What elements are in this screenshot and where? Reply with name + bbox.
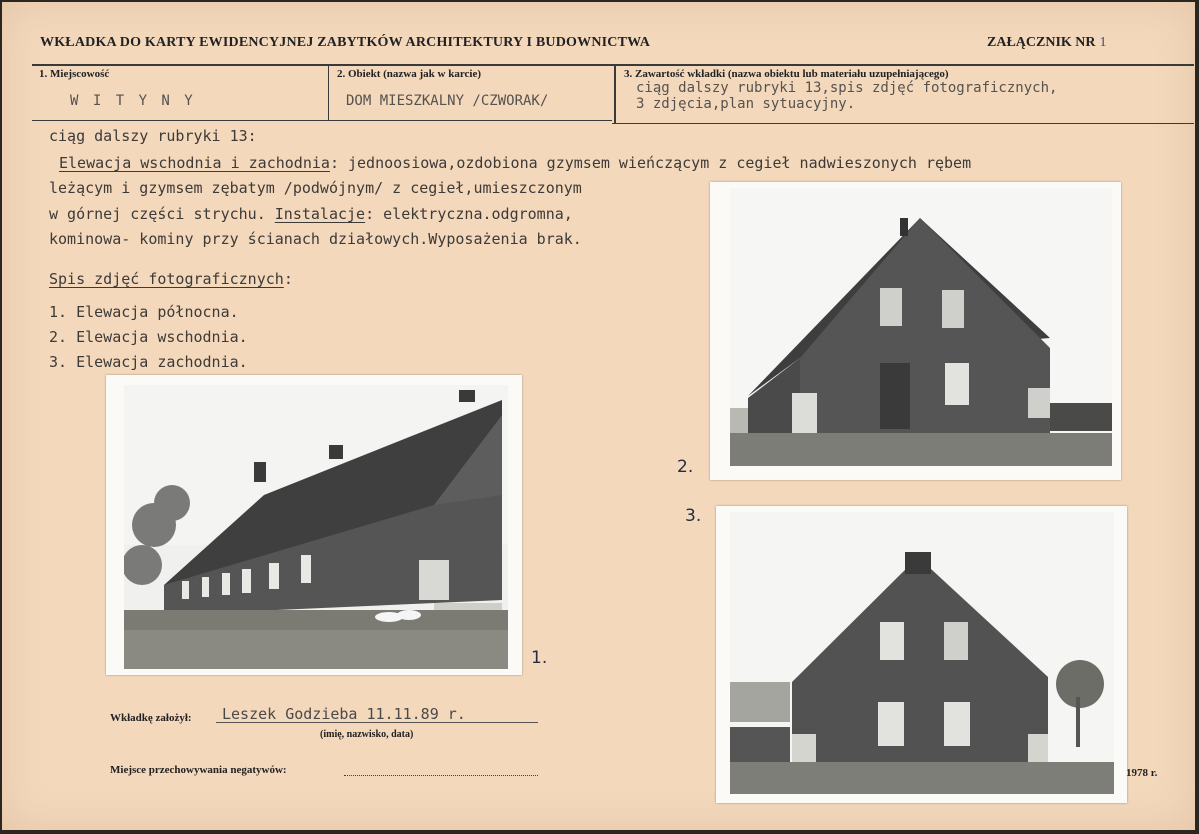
photo-3-west-elevation	[716, 506, 1127, 803]
photos-heading	[49, 270, 293, 288]
top-rule	[32, 64, 1194, 66]
divider-1	[328, 65, 329, 120]
record-card	[2, 2, 1195, 830]
negatives-label: Miejsce przechowywania negatywów:	[110, 764, 287, 776]
field-rule	[32, 120, 612, 121]
content-line-2: 3 zdjęcia,plan sytuacyjny.	[636, 96, 856, 112]
founder-value: Leszek Godzieba 11.11.89 r.	[222, 705, 466, 723]
place-label: 1. Miejscowość	[39, 68, 110, 80]
content-label: 3. Zawartość wkładki (nazwa obiektu lub materiału uzupełniającego)	[624, 68, 949, 80]
annex-label-text: ZAŁĄCZNIK NR	[987, 35, 1096, 50]
photo-number-2: 2.	[677, 457, 694, 477]
body-line-2	[59, 154, 971, 172]
photo-number-3: 3.	[685, 506, 702, 526]
annex-number: 1	[1099, 35, 1107, 50]
installations-text: : elektryczna.odgromna,	[365, 205, 573, 223]
object-label: 2. Obiekt (nazwa jak w karcie)	[337, 68, 482, 80]
elevation-text: : jednoosiowa,ozdobiona gzymsem wieńczącym z cegieł nadwieszonych rębem	[329, 154, 972, 172]
photo-2-image	[730, 188, 1112, 466]
place-value: W I T Y N Y	[70, 93, 196, 109]
year-label: 1978 r.	[1126, 767, 1158, 779]
divider-2	[614, 65, 616, 123]
field-rule-right	[612, 123, 1194, 124]
body-line-4-start: w górnej części strychu.	[49, 205, 275, 223]
photo-list-item: 2. Elewacja wschodnia.	[49, 328, 248, 346]
photo-3-image	[730, 512, 1114, 794]
installations-heading: Instalacje	[274, 205, 366, 223]
body-line-1: ciąg dalszy rubryki 13:	[49, 127, 257, 145]
photos-heading-text: Spis zdjęć fotograficznych	[49, 270, 284, 288]
founder-label: Wkładkę założył:	[110, 712, 192, 724]
photo-2-east-elevation	[710, 182, 1121, 480]
negatives-line	[344, 775, 538, 776]
photo-number-1: 1.	[531, 648, 548, 668]
elevation-heading: Elewacja wschodnia i zachodnia	[59, 154, 330, 172]
card-title: WKŁADKA DO KARTY EWIDENCYJNEJ ZABYTKÓW ARCHITEKTURY I BUDOWNICTWA	[40, 35, 651, 50]
object-value: DOM MIESZKALNY /CZWORAK/	[346, 93, 549, 109]
photo-1-image	[124, 385, 508, 669]
content-line-1: ciąg dalszy rubryki 13,spis zdjęć fotograficznych,	[636, 80, 1058, 96]
body-line-5: kominowa- kominy przy ścianach działowych.Wyposażenia brak.	[49, 230, 582, 248]
body-line-3: leżącym i gzymsem zębatym /podwójnym/ z cegieł,umieszczonym	[49, 179, 582, 197]
photo-list-item: 3. Elewacja zachodnia.	[49, 353, 248, 371]
body-line-4	[49, 205, 573, 223]
photo-list-item: 1. Elewacja północna.	[49, 303, 239, 321]
founder-underline	[216, 722, 538, 723]
photos-heading-colon: :	[283, 270, 293, 288]
founder-caption: (imię, nazwisko, data)	[320, 729, 414, 740]
annex-label	[987, 35, 1107, 51]
photo-1-north-elevation	[106, 375, 522, 675]
